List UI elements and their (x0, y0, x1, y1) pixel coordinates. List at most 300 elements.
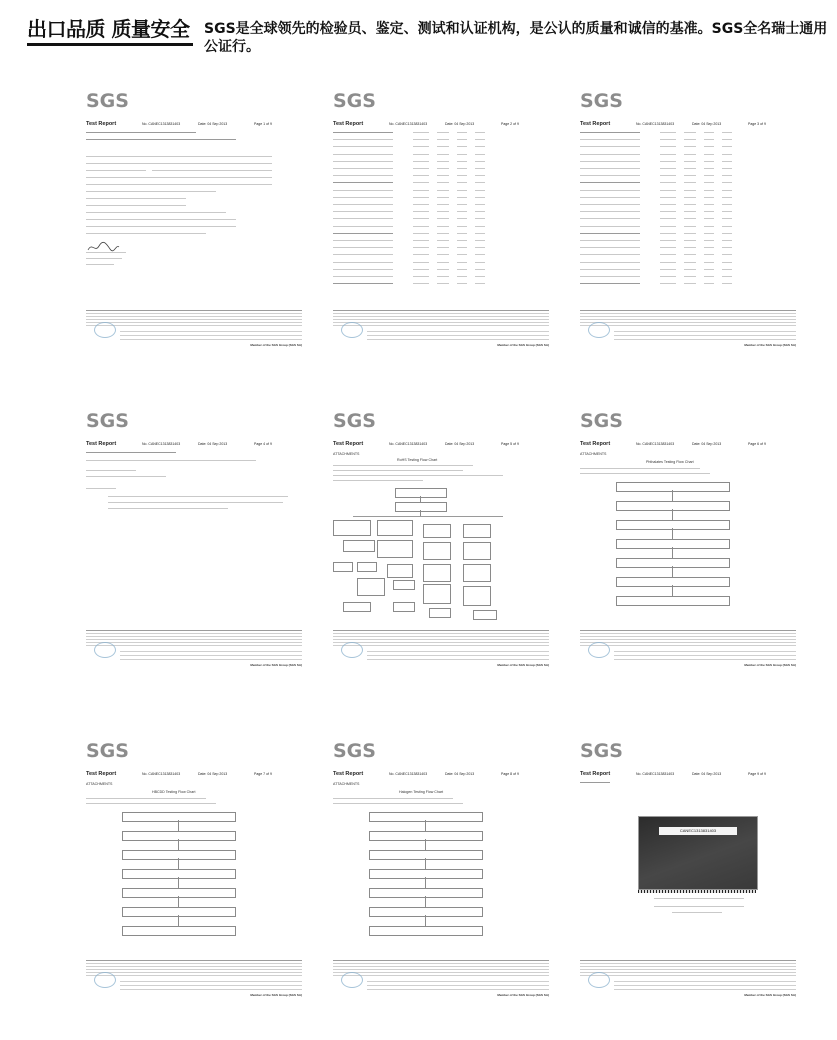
text-line (437, 197, 449, 198)
text-line (580, 233, 640, 234)
footer-text-line (333, 630, 549, 631)
text-line (413, 132, 429, 133)
footer-text-line (367, 339, 549, 340)
flow-chart-title: Phthalates Testing Flow Chart (646, 460, 694, 464)
footer-text-line (333, 636, 549, 637)
text-line (333, 276, 393, 277)
flow-connector (178, 820, 179, 831)
footer-text-line (333, 972, 549, 973)
text-line (333, 211, 393, 212)
text-line (86, 198, 186, 199)
footer-member-line: Member of the SGS Group (SGS SA) (250, 343, 302, 347)
flow-step-box (369, 869, 483, 879)
text-line (580, 283, 640, 284)
text-line (704, 182, 714, 183)
sgs-logo: SGS (580, 90, 623, 112)
report-number: No. CANEC1313831403 (636, 442, 675, 446)
report-header-row (580, 771, 796, 779)
flow-connector (425, 915, 426, 926)
footer-text-line (367, 651, 549, 652)
report-number: No. CANEC1313831403 (142, 442, 181, 446)
text-line (704, 254, 714, 255)
text-line (660, 218, 676, 219)
text-line (86, 476, 166, 477)
footer-text-line (86, 966, 302, 967)
text-line (437, 254, 449, 255)
text-line (333, 470, 463, 471)
flow-step-box (616, 520, 730, 530)
text-line (333, 161, 393, 162)
sgs-stamp-icon (341, 642, 363, 658)
text-line (684, 218, 696, 219)
text-line (333, 175, 393, 176)
text-line (580, 175, 640, 176)
text-line (704, 197, 714, 198)
text-line (152, 163, 272, 164)
text-line (580, 132, 640, 133)
footer-text-line (86, 322, 302, 323)
text-line (660, 254, 676, 255)
flow-step-box (616, 577, 730, 587)
text-line (437, 168, 449, 169)
text-line (475, 175, 485, 176)
text-line (684, 283, 696, 284)
footer-text-line (614, 335, 796, 336)
footer-member-line: Member of the SGS Group (SGS SA) (744, 993, 796, 997)
text-line (86, 170, 146, 171)
footer-text-line (86, 633, 302, 634)
footer-text-line (580, 313, 796, 314)
text-line (684, 182, 696, 183)
text-line (353, 516, 503, 517)
text-line (413, 175, 429, 176)
text-line (704, 211, 714, 212)
flow-box (343, 540, 375, 552)
text-line (684, 139, 696, 140)
flow-box (343, 602, 371, 612)
footer-text-line (580, 310, 796, 311)
text-line (437, 132, 449, 133)
flow-box (377, 540, 413, 558)
report-footer (580, 960, 796, 998)
report-header-row (86, 121, 302, 129)
footer-text-line (614, 659, 796, 660)
flow-box (395, 488, 447, 498)
sgs-stamp-icon (588, 322, 610, 338)
text-line (722, 233, 732, 234)
footer-text-line (580, 316, 796, 317)
text-line (475, 211, 485, 212)
page-title: 出口品质 质量安全 (27, 17, 190, 41)
text-line (333, 475, 503, 476)
report-number: No. CANEC1313831403 (142, 122, 181, 126)
text-line (722, 283, 732, 284)
text-line (413, 146, 429, 147)
text-line (413, 226, 429, 227)
text-line (722, 168, 732, 169)
text-line (457, 197, 467, 198)
text-line (704, 132, 714, 133)
text-line (437, 233, 449, 234)
text-line (413, 204, 429, 205)
text-line (457, 168, 467, 169)
report-date: Date: 04 Sep 2013 (198, 442, 228, 446)
text-line (437, 204, 449, 205)
report-date: Date: 04 Sep 2013 (445, 442, 475, 446)
report-heading: Test Report (333, 121, 364, 127)
report-heading: Test Report (580, 121, 611, 127)
report-footer (86, 960, 302, 998)
text-line (580, 197, 640, 198)
text-line (475, 146, 485, 147)
footer-text-line (614, 989, 796, 990)
text-line (660, 168, 676, 169)
report-footer (580, 630, 796, 668)
text-line (457, 269, 467, 270)
text-line (86, 226, 236, 227)
footer-text-line (580, 963, 796, 964)
text-line (580, 473, 710, 474)
report-date: Date: 04 Sep 2013 (198, 772, 228, 776)
flow-step-box (616, 539, 730, 549)
footer-text-line (367, 655, 549, 656)
text-line (660, 190, 676, 191)
text-line (722, 226, 732, 227)
text-line (660, 204, 676, 205)
footer-text-line (614, 651, 796, 652)
report-page (572, 400, 804, 675)
report-page-number: Page 2 of 9 (501, 122, 519, 126)
text-line (437, 182, 449, 183)
flow-connector (178, 896, 179, 907)
footer-text-line (86, 972, 302, 973)
text-line (86, 191, 216, 192)
text-line (437, 175, 449, 176)
footer-text-line (580, 975, 796, 976)
report-heading: Test Report (333, 441, 364, 447)
flow-step-box (616, 596, 730, 606)
text-line (413, 240, 429, 241)
text-line (722, 211, 732, 212)
text-line (475, 182, 485, 183)
text-line (660, 175, 676, 176)
report-body (580, 452, 796, 622)
flow-box (423, 542, 451, 560)
text-line (722, 146, 732, 147)
text-line (86, 460, 256, 461)
text-line (704, 283, 714, 284)
text-line (333, 240, 393, 241)
text-line (86, 470, 136, 471)
text-line (333, 146, 393, 147)
text-line (457, 132, 467, 133)
report-page-number: Page 8 of 9 (501, 772, 519, 776)
sgs-logo: SGS (86, 90, 129, 112)
text-line (437, 139, 449, 140)
footer-text-line (367, 981, 549, 982)
text-line (437, 269, 449, 270)
text-line (413, 190, 429, 191)
text-line (413, 197, 429, 198)
text-line (457, 218, 467, 219)
flow-connector (425, 877, 426, 888)
flow-box (333, 562, 353, 572)
report-header-row (333, 441, 549, 449)
text-line (580, 269, 640, 270)
report-page-number: Page 4 of 9 (254, 442, 272, 446)
flow-connector (672, 585, 673, 596)
flow-connector (178, 915, 179, 926)
text-line (437, 276, 449, 277)
signature-icon (86, 240, 120, 254)
report-body (580, 782, 796, 952)
text-line (457, 254, 467, 255)
text-line (475, 247, 485, 248)
footer-text-line (333, 310, 549, 311)
text-line (457, 240, 467, 241)
text-line (722, 262, 732, 263)
flow-connector (178, 858, 179, 869)
text-line (457, 190, 467, 191)
text-line (684, 247, 696, 248)
flow-connector (178, 839, 179, 850)
text-line (704, 146, 714, 147)
footer-text-line (580, 972, 796, 973)
flow-box (429, 608, 451, 618)
footer-text-line (120, 985, 302, 986)
footer-text-line (333, 319, 549, 320)
text-line (580, 262, 640, 263)
text-line (475, 168, 485, 169)
report-date: Date: 04 Sep 2013 (692, 442, 722, 446)
text-line (437, 247, 449, 248)
text-line (413, 247, 429, 248)
text-line (152, 170, 272, 171)
text-line (333, 132, 393, 133)
text-line (722, 154, 732, 155)
footer-text-line (614, 331, 796, 332)
footer-text-line (86, 325, 302, 326)
text-line (457, 204, 467, 205)
text-line (660, 247, 676, 248)
footer-member-line: Member of the SGS Group (SGS SA) (250, 993, 302, 997)
text-line (437, 240, 449, 241)
footer-member-line: Member of the SGS Group (SGS SA) (250, 663, 302, 667)
text-line (413, 211, 429, 212)
text-line (86, 798, 206, 799)
report-number: No. CANEC1313831403 (389, 122, 428, 126)
text-line (684, 146, 696, 147)
report-heading: Test Report (580, 441, 611, 447)
report-page (325, 400, 557, 675)
page-description: SGS是全球领先的检验员、鉴定、测试和认证机构，是公认的质量和诚信的基准。SGS全名瑞士通用公证行。 (204, 21, 828, 55)
text-line (684, 262, 696, 263)
footer-text-line (333, 639, 549, 640)
footer-text-line (333, 969, 549, 970)
text-line (722, 139, 732, 140)
text-line (722, 175, 732, 176)
footer-text-line (580, 645, 796, 646)
report-header-row (333, 771, 549, 779)
text-line (684, 154, 696, 155)
flow-box (473, 610, 497, 620)
text-line (413, 139, 429, 140)
text-line (660, 233, 676, 234)
text-line (580, 190, 640, 191)
text-line (684, 233, 696, 234)
footer-text-line (86, 316, 302, 317)
text-line (475, 262, 485, 263)
sgs-stamp-icon (588, 642, 610, 658)
attachments-heading: ATTACHMENTS (580, 452, 607, 456)
text-line (722, 161, 732, 162)
text-line (437, 218, 449, 219)
footer-text-line (367, 985, 549, 986)
flow-connector (425, 839, 426, 850)
footer-member-line: Member of the SGS Group (SGS SA) (497, 343, 549, 347)
text-line (86, 212, 226, 213)
report-heading: Test Report (333, 771, 364, 777)
report-page-number: Page 1 of 9 (254, 122, 272, 126)
footer-text-line (333, 645, 549, 646)
footer-text-line (333, 642, 549, 643)
report-body (333, 452, 549, 622)
text-line (108, 508, 228, 509)
footer-text-line (580, 642, 796, 643)
report-number: No. CANEC1313831403 (389, 772, 428, 776)
text-line (684, 269, 696, 270)
text-line (457, 211, 467, 212)
text-line (333, 204, 393, 205)
flow-chart-title: RoHS Testing Flow Chart (397, 458, 438, 462)
text-line (437, 146, 449, 147)
text-line (86, 219, 236, 220)
flow-step-box (616, 558, 730, 568)
text-line (660, 139, 676, 140)
flow-connector (672, 528, 673, 539)
text-line (413, 262, 429, 263)
text-line (660, 132, 676, 133)
text-line (86, 264, 114, 265)
report-page-number: Page 6 of 9 (748, 442, 766, 446)
text-line (475, 190, 485, 191)
report-page (78, 400, 310, 675)
text-line (475, 154, 485, 155)
flow-step-box (616, 482, 730, 492)
footer-text-line (367, 335, 549, 336)
text-line (333, 182, 393, 183)
sgs-stamp-icon (588, 972, 610, 988)
flow-step-box (122, 926, 236, 936)
text-line (684, 276, 696, 277)
text-line (580, 154, 640, 155)
report-page (572, 80, 804, 355)
flow-connector (178, 877, 179, 888)
report-body (333, 782, 549, 952)
text-line (704, 139, 714, 140)
flow-step-box (369, 850, 483, 860)
footer-text-line (580, 960, 796, 961)
report-header-row (86, 771, 302, 779)
text-line (457, 154, 467, 155)
flow-step-box (122, 907, 236, 917)
report-date: Date: 04 Sep 2013 (445, 122, 475, 126)
footer-text-line (333, 316, 549, 317)
flow-box (333, 520, 371, 536)
text-line (580, 247, 640, 248)
text-line (333, 269, 393, 270)
attachments-heading: ATTACHMENTS (333, 452, 360, 456)
text-line (660, 211, 676, 212)
text-line (333, 283, 393, 284)
report-number: No. CANEC1313831403 (142, 772, 181, 776)
footer-text-line (86, 639, 302, 640)
flow-box (463, 586, 491, 606)
page-header (0, 0, 837, 66)
report-footer (86, 630, 302, 668)
footer-text-line (580, 322, 796, 323)
footer-text-line (367, 659, 549, 660)
text-line (457, 226, 467, 227)
footer-text-line (86, 960, 302, 961)
text-line (437, 211, 449, 212)
report-page-number: Page 5 of 9 (501, 442, 519, 446)
text-line (684, 132, 696, 133)
text-line (704, 175, 714, 176)
text-line (684, 161, 696, 162)
footer-text-line (120, 659, 302, 660)
footer-text-line (580, 325, 796, 326)
footer-text-line (120, 651, 302, 652)
flow-step-box (122, 850, 236, 860)
text-line (660, 161, 676, 162)
text-line (660, 240, 676, 241)
text-line (580, 468, 700, 469)
text-line (457, 182, 467, 183)
text-line (457, 247, 467, 248)
text-line (654, 906, 744, 907)
text-line (475, 283, 485, 284)
report-body (333, 132, 549, 302)
text-line (333, 218, 393, 219)
text-line (704, 218, 714, 219)
sgs-logo: SGS (86, 410, 129, 432)
footer-text-line (86, 636, 302, 637)
text-line (475, 132, 485, 133)
flow-box (423, 564, 451, 582)
text-line (413, 218, 429, 219)
text-line (86, 233, 206, 234)
text-line (684, 240, 696, 241)
footer-text-line (333, 325, 549, 326)
text-line (413, 154, 429, 155)
footer-text-line (367, 331, 549, 332)
text-line (580, 146, 640, 147)
text-line (457, 262, 467, 263)
flow-box (377, 520, 413, 536)
footer-text-line (614, 981, 796, 982)
flow-step-box (369, 888, 483, 898)
text-line (108, 502, 283, 503)
flow-connector (672, 547, 673, 558)
flow-step-box (369, 831, 483, 841)
footer-text-line (580, 969, 796, 970)
flow-box (393, 602, 415, 612)
footer-text-line (120, 989, 302, 990)
text-line (86, 803, 216, 804)
footer-text-line (86, 969, 302, 970)
text-line (457, 233, 467, 234)
